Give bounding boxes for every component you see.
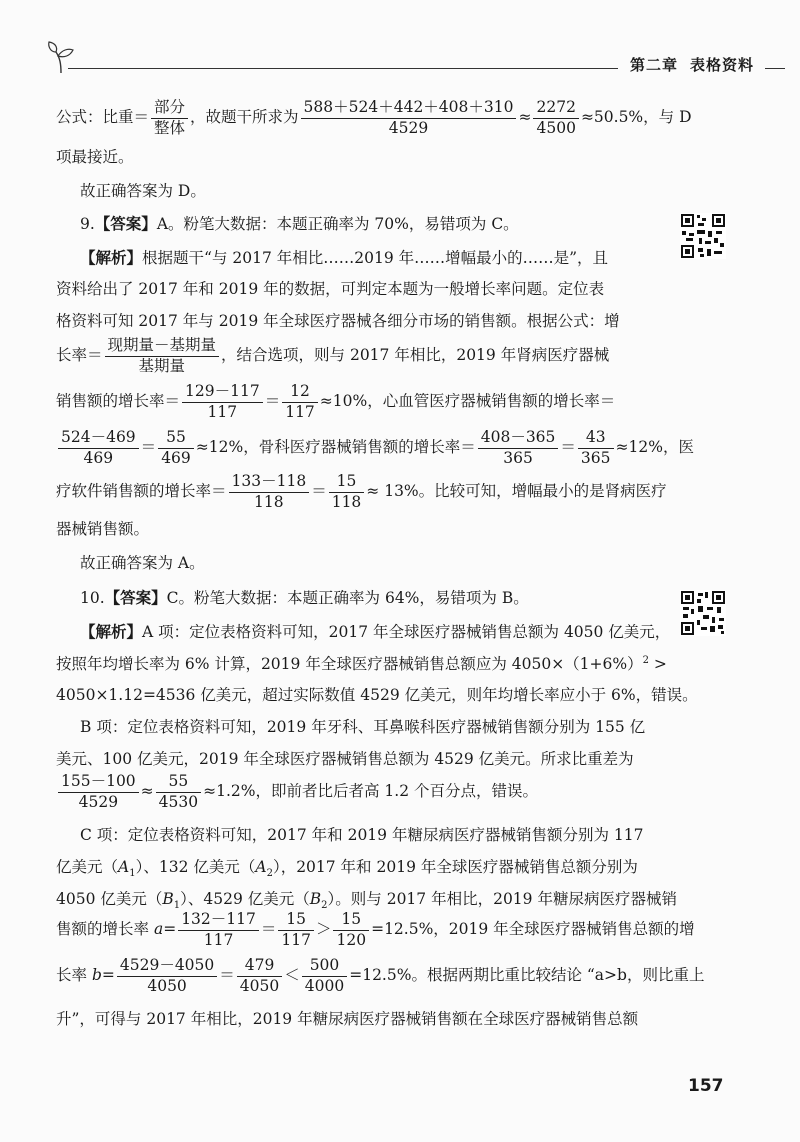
text-fragment: 132－117 [178, 912, 259, 931]
text-fragment: ＝ [311, 482, 327, 500]
text-fragment: ＝ [264, 392, 281, 410]
fraction [178, 912, 259, 948]
text-fragment: ≈ [518, 108, 532, 126]
text-fragment: b [91, 966, 102, 984]
text-fragment: ）、4529 亿美元（ [180, 890, 310, 908]
fraction [282, 384, 318, 420]
q9-analysis-line2: 资料给出了 2017 年和 2019 年的数据，可判定本题为一般增长率问题。定位表 [56, 280, 605, 298]
text-fragment: 469 [83, 448, 114, 467]
q9-answer [80, 216, 519, 233]
text-fragment: 9. [80, 215, 95, 233]
q9-analysis-line6 [56, 430, 694, 466]
text-fragment: B [309, 890, 322, 908]
fraction [237, 958, 282, 994]
text-fragment: 524－469 [58, 430, 139, 449]
text-fragment: 479 [237, 958, 282, 977]
text-fragment: 按照年均增长率为 6% 计算，2019 年全球医疗器械销售总额应为 4050×（1+6%） [56, 655, 643, 674]
text-fragment: 120 [336, 930, 367, 949]
text-fragment: 基期量 [138, 356, 186, 375]
text-fragment: A [118, 858, 130, 876]
text-fragment: ≈ [140, 782, 154, 800]
text-fragment: 15 [333, 912, 369, 931]
text-fragment: ≈ 13%。比较可知，增幅最小的是肾病医疗 [366, 482, 667, 500]
text-fragment: ）、132 亿美元（ [135, 858, 256, 876]
q10-answer [80, 590, 529, 607]
fraction [117, 958, 217, 994]
running-header [40, 54, 780, 78]
fraction [229, 474, 310, 510]
text-fragment: 现期量－基期量 [105, 338, 220, 357]
text-fragment: 2272 [533, 100, 578, 119]
text-fragment: 长率 [56, 966, 92, 984]
text-fragment: ≈12%，骨科医疗器械销售额的增长率＝ [195, 438, 476, 456]
text-fragment: 4500 [536, 118, 576, 137]
text-fragment: =12.5%。根据两期比重比较结论 “a>b，则比重上 [349, 966, 705, 984]
text-fragment: ＝ [140, 438, 157, 456]
text-fragment: ）。则与 2017 年相比，2019 年糖尿病医疗器械销 [327, 890, 677, 908]
text-fragment: C。粉笔大数据：本题正确率为 64%，易错项为 B。 [166, 589, 529, 607]
fraction [58, 774, 139, 810]
chapter-number: 第二章 [630, 56, 679, 74]
q10-C-line6: 升”，可得与 2017 年相比，2019 年糖尿病医疗器械销售额在全球医疗器械销售总额 [56, 1010, 639, 1028]
q10-C-line2 [56, 860, 638, 879]
text-fragment: 365 [503, 448, 533, 467]
text-fragment: 117 [207, 402, 238, 421]
fraction [58, 430, 139, 466]
qr-code-icon[interactable] [680, 590, 726, 636]
text-fragment: 4050 [147, 976, 187, 995]
fraction [478, 430, 559, 466]
text-fragment: 1 [129, 868, 136, 880]
text-fragment: 疗软件销售额的增长率＝ [56, 482, 227, 500]
fraction [105, 338, 220, 374]
answer-line: 故正确答案为 A。 [80, 554, 205, 572]
text-fragment: 117 [281, 930, 311, 949]
text-fragment: 部分 [151, 100, 188, 119]
text-fragment: 2 [642, 655, 649, 666]
text-fragment: 4529 [388, 118, 429, 137]
text-fragment: 售额的增长率 [56, 920, 154, 938]
text-fragment: 4050 [239, 976, 280, 995]
q9-analysis-line4 [56, 338, 609, 374]
text-fragment: 12 [282, 384, 318, 403]
text-fragment: 亿美元（ [56, 858, 119, 876]
answer-line: 故正确答案为 D。 [80, 182, 206, 200]
text-fragment: 整体 [154, 118, 186, 137]
q10-B-line1: B 项：定位表格资料可知，2019 年牙科、耳鼻喉科医疗器械销售额分别为 155 亿 [80, 718, 646, 736]
text-fragment: 117 [203, 930, 234, 949]
text-fragment: ，结合选项，则与 2017 年相比，2019 年肾病医疗器械 [221, 346, 610, 364]
text-fragment: 【答案】 [94, 214, 157, 233]
fraction [333, 912, 369, 948]
q10-C-line1: C 项：定位表格资料可知，2017 年和 2019 年糖尿病医疗器械销售额分别为 117 [80, 826, 644, 844]
text-fragment: 55 [156, 774, 201, 793]
text-fragment: 408－365 [478, 430, 559, 449]
text-fragment: 55 [158, 430, 194, 449]
fraction [302, 958, 347, 994]
q10-B-line3 [56, 774, 538, 810]
fraction [151, 100, 188, 136]
text-fragment: 公式：比重＝ [56, 108, 150, 126]
fraction [158, 430, 194, 466]
text-fragment: 4529－4050 [117, 958, 217, 977]
fraction [329, 474, 365, 510]
text-fragment: =12.5%，2019 年全球医疗器械销售总额的增 [371, 920, 695, 938]
text-fragment: A [255, 858, 267, 876]
text-fragment: ＝ [260, 920, 277, 938]
text-fragment: 118 [331, 492, 362, 511]
q9-analysis-line8: 器械销售额。 [56, 520, 150, 538]
text-fragment: ≈12%，医 [615, 438, 694, 456]
text-fragment: 4050 亿美元（ [56, 890, 163, 908]
text-fragment: ＜ [284, 966, 300, 984]
q9-analysis-line3: 格资料可知 2017 年与 2019 年全球医疗器械各细分市场的销售额。根据公式：增 [56, 312, 620, 330]
fraction [301, 100, 517, 136]
q10-C-line3 [56, 892, 677, 911]
text-fragment: 15 [329, 474, 365, 493]
text-fragment: ≈10%，心血管医疗器械销售额的增长率＝ [319, 392, 616, 410]
text-fragment: 155－100 [58, 774, 139, 793]
text-fragment: 118 [254, 492, 284, 511]
text-fragment: 15 [278, 912, 314, 931]
text-fragment: 133－118 [229, 474, 310, 493]
text-fragment: 117 [285, 402, 315, 421]
q9-analysis-line7 [56, 474, 667, 510]
section-name: 表格资料 [690, 56, 755, 74]
text-fragment: 4529 [78, 792, 119, 811]
text-fragment: ＞ [315, 920, 332, 938]
text-fragment: B [162, 890, 174, 908]
q10-C-line5 [56, 958, 704, 994]
text-fragment: 500 [302, 958, 347, 977]
text-fragment: 129－117 [182, 384, 263, 403]
text-fragment: ＝ [219, 966, 235, 984]
fraction [578, 430, 614, 466]
page-number: 157 [688, 1076, 724, 1096]
text-fragment: 【答案】 [104, 588, 167, 607]
text-fragment: > [649, 655, 667, 674]
text-fragment: ），2017 年和 2019 年全球医疗器械销售总额分别为 [272, 858, 638, 876]
text-fragment: 【解析】 [80, 248, 143, 267]
qr-code-icon[interactable] [680, 213, 726, 259]
text-fragment: 【解析】 [80, 622, 143, 641]
text-fragment: 588＋524＋442＋408＋310 [301, 100, 517, 119]
q10-A-line2 [56, 656, 667, 673]
text-fragment: a [153, 920, 164, 938]
q10-C-line4 [56, 912, 695, 948]
header-rule [68, 68, 618, 69]
text-fragment: 365 [580, 448, 611, 467]
text-line: 项最接近。 [56, 148, 134, 166]
text-fragment: 43 [578, 430, 614, 449]
text-fragment: A 项：定位表格资料可知，2017 年全球医疗器械销售总额为 4050 亿美元， [142, 623, 671, 641]
text-fragment: 4530 [158, 792, 199, 811]
fraction [156, 774, 201, 810]
q10-A-line1 [80, 624, 670, 641]
formula-line [56, 100, 692, 136]
fraction [182, 384, 263, 420]
q10-A-line3: 4050×1.12=4536 亿美元，超过实际数值 4529 亿美元，则年均增长率应小于 6%，错误。 [56, 686, 698, 704]
text-fragment: 10. [80, 589, 105, 607]
q10-B-line2: 美元、100 亿美元，2019 年全球医疗器械销售总额为 4529 亿美元。所求比重差为 [56, 750, 634, 768]
text-fragment: 1 [173, 900, 181, 912]
text-fragment: 长率＝ [56, 346, 103, 364]
fraction [533, 100, 578, 136]
text-fragment: A。粉笔大数据：本题正确率为 70%，易错项为 C。 [156, 215, 519, 233]
header-rule-end [765, 68, 785, 69]
text-fragment: ≈50.5%，与 D [580, 108, 692, 126]
text-fragment: 469 [161, 448, 191, 467]
text-fragment: 2 [321, 900, 328, 912]
text-fragment: ＝ [560, 438, 576, 456]
text-fragment: ≈1.2%，即前者比后者高 1.2 个百分点，错误。 [203, 782, 538, 800]
text-fragment: 2 [266, 868, 273, 880]
text-fragment: ，故题干所求为 [190, 108, 299, 126]
text-fragment: 销售额的增长率＝ [56, 392, 181, 410]
q9-analysis-line1 [80, 250, 608, 267]
text-fragment: 4000 [304, 976, 345, 995]
text-fragment: = [163, 920, 177, 938]
chapter-title [630, 54, 766, 75]
fraction [278, 912, 314, 948]
text-fragment: 根据题干“与 2017 年相比……2019 年……增幅最小的……是”，且 [142, 249, 609, 267]
q9-analysis-line5 [56, 384, 615, 420]
text-fragment: = [101, 966, 115, 984]
